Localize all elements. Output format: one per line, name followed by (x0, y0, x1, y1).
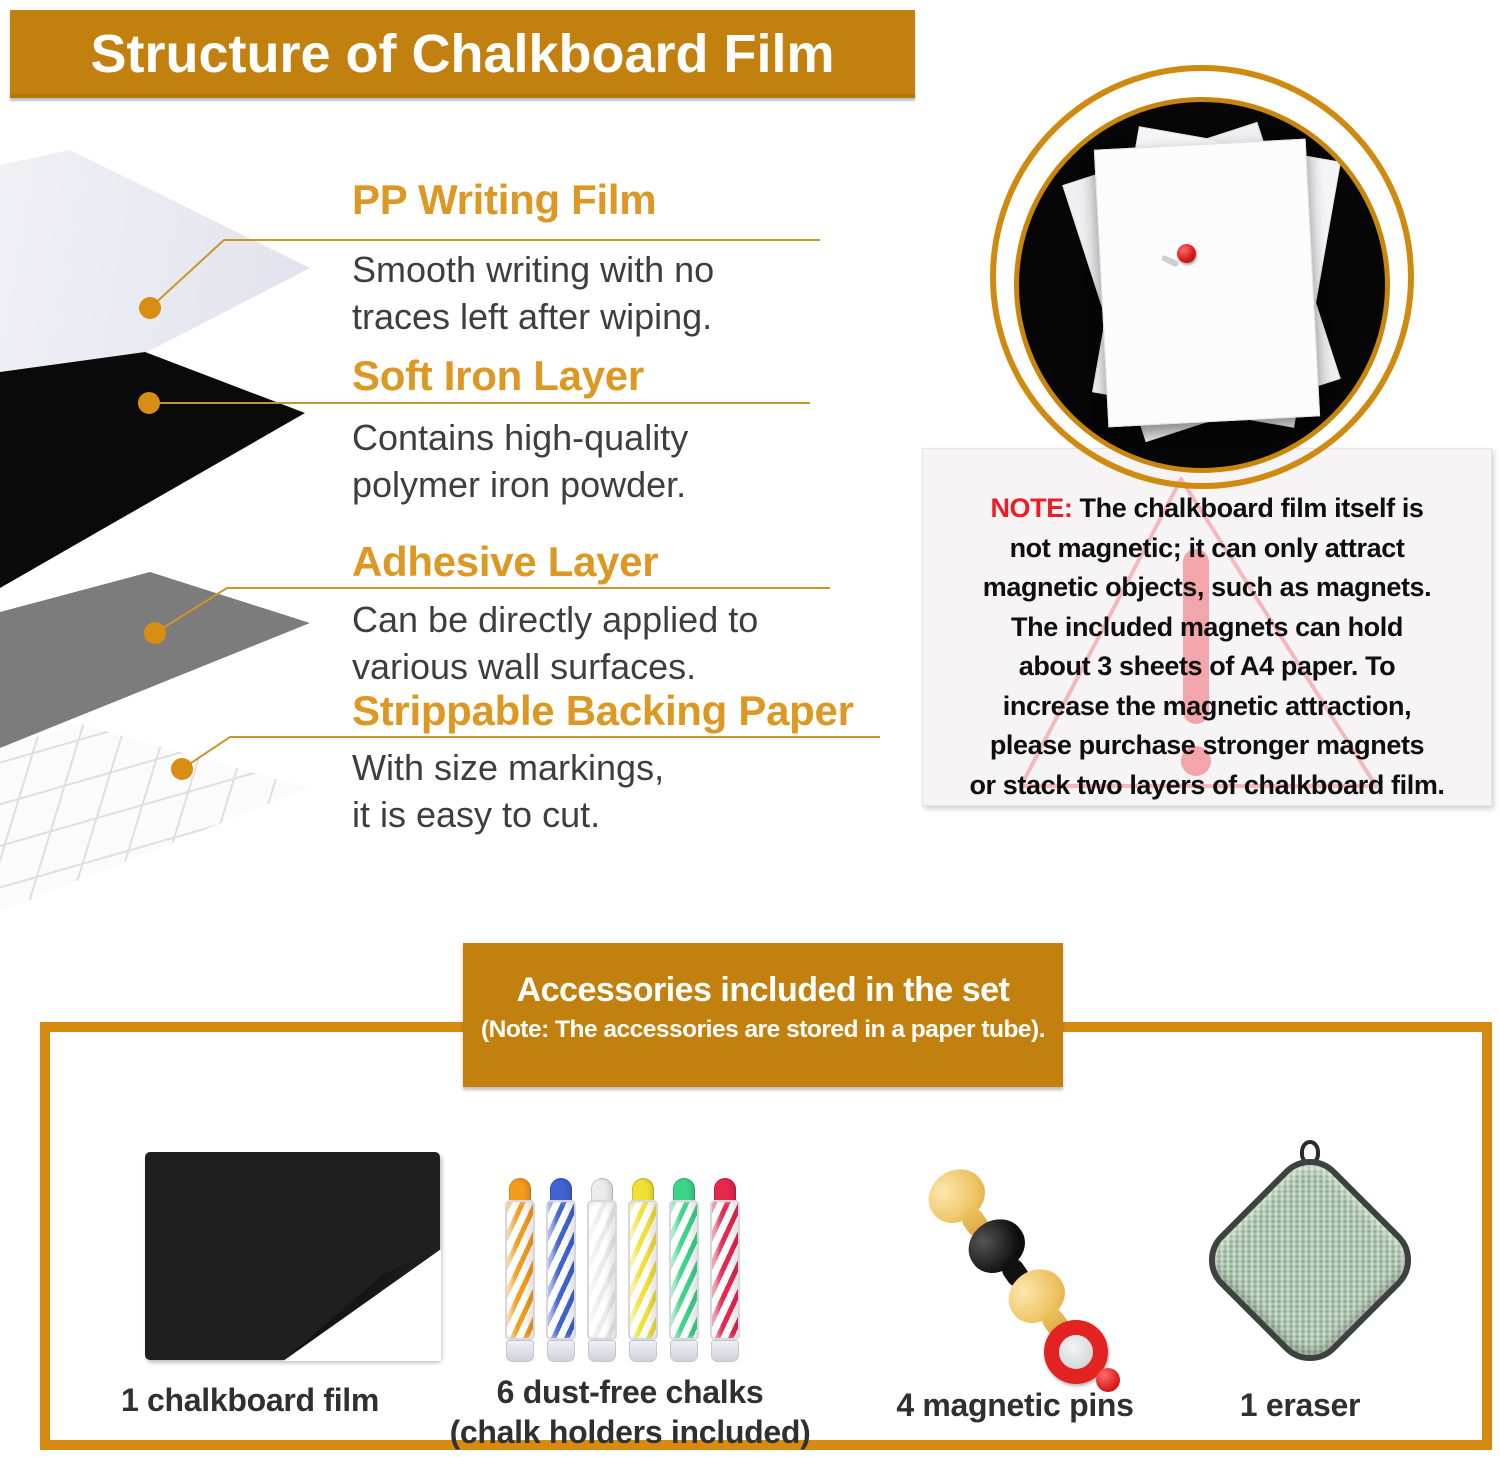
layer-heading-backing: Strippable Backing Paper (352, 687, 854, 734)
accessories-header-subtitle: (Note: The accessories are stored in a paper tube). (480, 1016, 1046, 1043)
magnet-note-box (922, 448, 1492, 806)
layer-desc-line: With size markings, (352, 747, 665, 788)
chalk-cap (588, 1340, 616, 1362)
chalk-tip (714, 1178, 736, 1202)
chalk-green (669, 1178, 699, 1364)
caption-eraser: 1 eraser (1239, 1387, 1361, 1423)
layer-heading-adhesive: Adhesive Layer (352, 538, 659, 585)
note-prefix: NOTE: (990, 493, 1073, 523)
note-line: or stack two layers of chalkboard film. (969, 769, 1445, 800)
chalk-body (628, 1200, 658, 1340)
chalk-yellow (628, 1178, 658, 1364)
caption-chalks-line2: (chalk holders included) (449, 1414, 811, 1450)
caption-chalkboard-film: 1 chalkboard film (120, 1382, 380, 1418)
accessories-header (463, 943, 1063, 1087)
layer-desc-line: various wall surfaces. (352, 646, 697, 687)
chalk-body (505, 1200, 535, 1340)
chalk-tip (509, 1178, 531, 1202)
chalk-tip (632, 1178, 654, 1202)
note-line-1: The chalkboard film itself is (1079, 493, 1424, 523)
chalk-cap (547, 1340, 575, 1362)
chalks-image (490, 1178, 770, 1368)
chalk-body (587, 1200, 617, 1340)
layer-desc-line: Contains high-quality (352, 417, 689, 458)
note-line: increase the magnetic attraction, (1002, 690, 1412, 721)
page-title: Structure of Chalkboard Film (10, 10, 915, 98)
layer-desc-adhesive (352, 596, 758, 690)
layer-desc-line: Can be directly applied to (352, 599, 759, 640)
chalk-tip (550, 1178, 572, 1202)
layer-desc-line: polymer iron powder. (352, 464, 687, 505)
magnet-note-text (923, 489, 1491, 805)
caption-magnetic-pins: 4 magnetic pins (896, 1387, 1134, 1423)
note-line (923, 489, 1491, 529)
note-line: about 3 sheets of A4 paper. To (1018, 651, 1396, 681)
layer-desc-line: it is easy to cut. (352, 794, 601, 835)
red-pin-icon (1177, 244, 1196, 263)
chalk-white (587, 1178, 617, 1364)
chalk-cap (629, 1340, 657, 1362)
layer-desc-soft-iron (352, 414, 688, 508)
layer-heading-pp-film: PP Writing Film (352, 176, 657, 223)
note-line: please purchase stronger magnets (989, 730, 1425, 760)
layer-desc-line: traces left after wiping. (352, 296, 713, 337)
caption-chalks (430, 1372, 830, 1452)
caption-chalks-line1: 6 dust-free chalks (496, 1374, 764, 1410)
chalk-cap (670, 1340, 698, 1362)
chalk-body (546, 1200, 576, 1340)
layer-desc-line: Smooth writing with no (352, 249, 715, 290)
chalk-red (710, 1178, 740, 1364)
chalk-body (669, 1200, 699, 1340)
layer-desc-backing (352, 744, 664, 838)
chalk-cap (506, 1340, 534, 1362)
layer-heading-soft-iron: Soft Iron Layer (352, 352, 644, 399)
chalkboard-circle-photo (1014, 97, 1390, 473)
chalk-body (710, 1200, 740, 1340)
note-line: magnetic objects, such as magnets. (982, 572, 1432, 602)
accessories-header-title: Accessories included in the set (516, 971, 1010, 1009)
note-line: not magnetic; it can only attract (1009, 532, 1405, 563)
chalk-tip (673, 1178, 695, 1202)
layer-desc-pp-film (352, 246, 714, 340)
chalk-tip (591, 1178, 613, 1202)
paper-sheet (1094, 139, 1320, 428)
chalk-cap (711, 1340, 739, 1362)
magnetic-pins-image (900, 1162, 1140, 1382)
note-line: The included magnets can hold (1011, 611, 1403, 642)
chalkboard-film-image (145, 1152, 440, 1360)
chalk-blue (546, 1178, 576, 1364)
chalk-orange (505, 1178, 535, 1364)
backing-paper-grid-sheet (0, 720, 310, 914)
soft-iron-layer-sheet (0, 350, 308, 590)
adhesive-layer-sheet (0, 570, 312, 750)
